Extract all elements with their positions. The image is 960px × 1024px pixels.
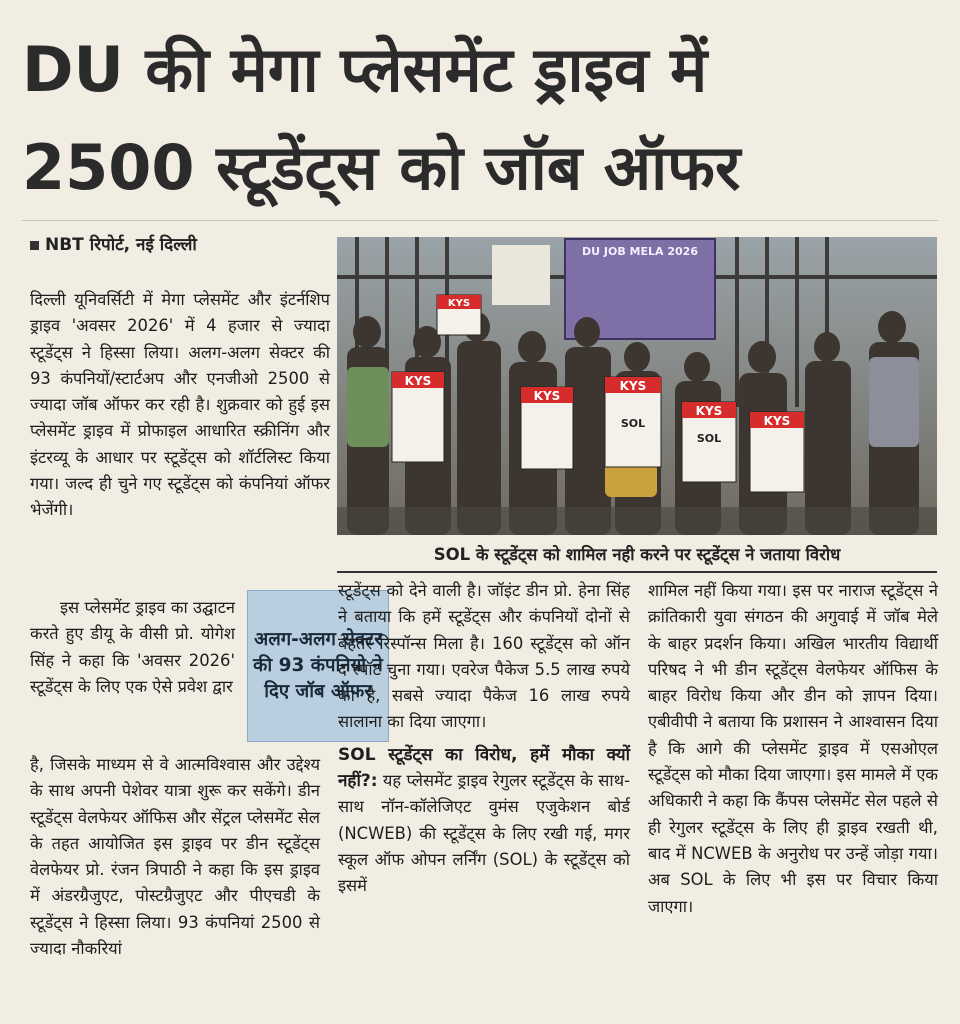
protest-photo-illustration bbox=[337, 237, 937, 535]
placard-3-text: SOL bbox=[620, 417, 646, 430]
placard-4-label: KYS bbox=[695, 404, 723, 418]
protest-photo bbox=[337, 237, 937, 535]
placard-6-label: KYS bbox=[447, 298, 471, 309]
article-paragraph-5: शामिल नहीं किया गया। इस पर नाराज स्टूडेंट्स ने क्रांतिकारी युवा संगठन की अगुवाई में जॉब मेले के बाहर प्रदर्शन किया। अखिल भारतीय विद्यार्थी परिषद ने भी डीन स्टूडेंट्स वेलफेयर ऑफिस के बाहर विरोध किया और डीन को ज्ञापन दिया। एबीवीपी ने बताया कि प्रशासन ने आश्वासन दिया है कि आगे की प्लेसमेंट ड्राइव में एसओएल स्टूडेंट्स को मौका दिया जाएगा। इस मामले में एक अधिकारी ने कहा कि कैंपस प्लेसमेंट सेल पहले से ही रेगुलर स्टूडेंट्स के लिए ही ड्राइव रखती थी, बाद में NCWEB के अनुरोध पर उन्हें जोड़ा गया। अब SOL के लिए भी इस पर विचार किया जाएगा। bbox=[648, 581, 939, 916]
headline-line-2: 2500 स्टूडेंट्स को जॉब ऑफर bbox=[22, 131, 741, 204]
article-paragraph-2a: इस प्लेसमेंट ड्राइव का उद्घाटन करते हुए डीयू के वीसी प्रो. योगेश सिंह ने कहा कि 'अवसर 2026' स्टूडेंट्स के लिए एक ऐसे प्रवेश द्वार bbox=[30, 598, 235, 696]
pull-quote-text: अलग-अलग सेक्टर की 93 कंपनियो ने दिए जॉब ऑफर bbox=[253, 629, 383, 702]
article-paragraph-4 bbox=[338, 742, 630, 900]
article-paragraph-3: स्टूडेंट्स को देने वाली है। जॉइंट डीन प्रो. हेना सिंह ने बताया कि हमें स्टूडेंट्स और कंपनियों दोनों से बेहतर रिस्पॉन्स मिला है। 160 स्टूडेंट्स को ऑन द स्पॉट चुना गया। एवरेज पैकेज 5.5 लाख रुपये का है, सबसे ज्यादा पैकेज 16 लाख रुपये सालाना का दिया जाएगा। bbox=[338, 581, 630, 732]
article-column-2 bbox=[338, 578, 630, 900]
headline-line-1: DU की मेगा प्लेसमेंट ड्राइव में bbox=[22, 33, 708, 106]
article-paragraph-2b: है, जिसके माध्यम से वे आत्मविश्वास और उद्देश्य के साथ अपनी पेशेवर यात्रा शुरू कर सकेंगे। डीन स्टूडेंट्स वेलफेयर ऑफिस और सेंट्रल प्लेसमेंट सेल के तहत आयोजित इस ड्राइव पर डीन स्टूडेंट्स वेलफेयर प्रो. रंजन त्रिपाठी ने कहा कि इस ड्राइव में अंडरग्रैजुएट, पोस्टग्रैजुएट और पीएचडी के स्टूडेंट्स ने हिस्सा लिया। 93 कंपनियां 2500 से ज्यादा नौकरियां bbox=[30, 755, 320, 959]
byline-text: NBT रिपोर्ट, नई दिल्ली bbox=[45, 235, 197, 255]
photo-caption: SOL के स्टूडेंट्स को शामिल नही करने पर स्टूडेंट्स ने जताया विरोध bbox=[337, 541, 937, 573]
placard-4-text: SOL bbox=[696, 432, 722, 445]
sol-protest-subhead: SOL स्टूडेंट्स का विरोध, हमें मौका क्यों नहीं?: bbox=[338, 744, 630, 792]
byline bbox=[30, 232, 197, 255]
article-column-1-top bbox=[30, 287, 330, 524]
placard-2-label: KYS bbox=[533, 389, 561, 403]
placard-5-label: KYS bbox=[763, 414, 791, 428]
article-paragraph-1: दिल्ली यूनिवर्सिटी में मेगा प्लेसमेंट और इंटर्नशिप ड्राइव 'अवसर 2026' में 4 हजार से ज्यादा स्टूडेंट्स ने हिस्सा लिया। अलग-अलग सेक्टर की 93 कंपनियों/स्टार्टअप और एनजीओ 2500 से ज्यादा जॉब ऑफर कर रही है। शुक्रवार को हुई इस प्लेसमेंट ड्राइव में प्रोफाइल आधारित स्क्रीनिंग और इंटरव्यू के आधार पर स्टूडेंट्स को शॉर्टलिस्ट किया गया। जल्द ही चुने गए स्टूडेंट्स को कंपनियां ऑफर भेजेंगी। bbox=[30, 290, 330, 520]
banner-text: DU JOB MELA 2026 bbox=[582, 245, 698, 258]
article-column-1-bottom bbox=[30, 752, 320, 962]
headline-divider bbox=[22, 220, 938, 221]
article-paragraph-4-text: यह प्लेसमेंट ड्राइव रेगुलर स्टूडेंट्स के साथ-साथ नॉन-कॉलेजिएट वुमंस एजुकेशन बोर्ड (NCWEB) की स्टूडेंट्स के लिए रखी गई, मगर स्कूल ऑफ ओपन लर्निंग (SOL) के स्टूडेंट्स को इसमें bbox=[338, 771, 630, 896]
placard-3-label: KYS bbox=[619, 379, 647, 393]
article-column-3 bbox=[648, 578, 938, 920]
bullet-square-icon bbox=[30, 241, 39, 250]
article-column-1-middle bbox=[30, 595, 235, 700]
placard-1-label: KYS bbox=[404, 374, 432, 388]
